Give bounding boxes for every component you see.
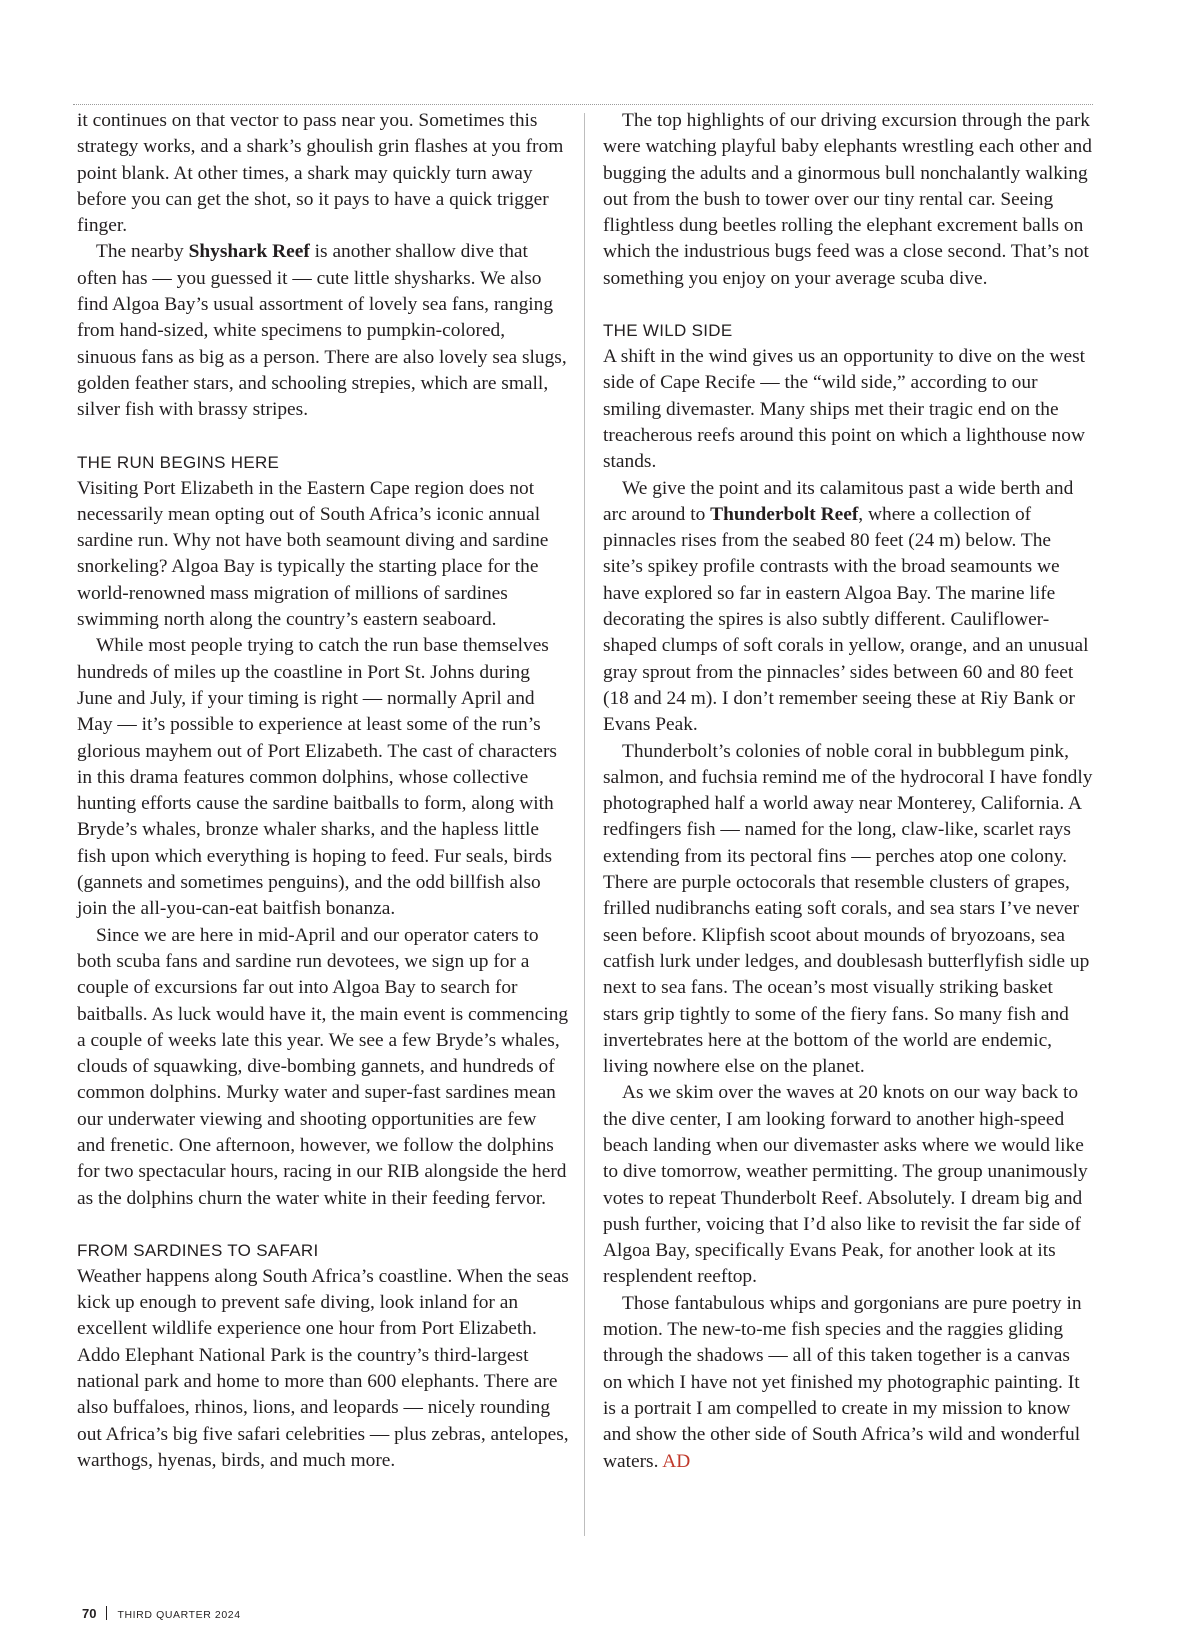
end-mark: AD xyxy=(662,1450,691,1472)
body-paragraph: Those fantabulous whips and gorgonians are pure poetry in motion. The new-to-me fish species and the raggies gliding through the shadows — all of this taken together is a canvas on which I have not yet finished my photographic painting. It is a portrait I am compelled to create in my mission to know and show the other side of South Africa’s wild and wonderful waters. AD xyxy=(603,1292,1082,1472)
body-paragraph: While most people trying to catch the run base themselves hundreds of miles up the coastline in Port St. Johns during June and July, if your timing is right — normally April and May — it’s possible to experience at least some of the run’s glorious mayhem out of Port Elizabeth. The cast of characters in this drama features common dolphins, whose collective hunting efforts cause the sardine baitballs to form, along with Bryde’s whales, bronze whaler sharks, and the hapless little fish upon which everything is hoping to feed. Fur seals, birds (gannets and sometimes penguins), and the odd billfish also join the all-you-can-eat baitfish bonanza. xyxy=(77,635,557,920)
right-column xyxy=(603,108,1093,1475)
body-paragraph: Since we are here in mid-April and our operator caters to both scuba fans and sardine run devotees, we sign up for a couple of excursions far out into Algoa Bay to search for baitballs. As luck would have it, the main event is commencing a couple of weeks late this year. We see a few Bryde’s whales, clouds of squawking, dive-bombing gannets, and hundreds of common dolphins. Murky water and super-fast sardines mean our underwater viewing and shooting opportunities are few and frenetic. One afternoon, however, we follow the dolphins for two spectacular hours, racing in our RIB alongside the herd as the dolphins churn the water white in their feeding fervor. xyxy=(77,924,569,1209)
dive-site-name: Shyshark Reef xyxy=(188,241,310,263)
left-column xyxy=(77,108,569,1474)
body-paragraph: We give the point and its calamitous past a wide berth and arc around to Thunderbolt Reef, where a collection of pinnacles rises from the seabed 80 feet (24 m) below. The site’s spikey profile contrasts with the broad seamounts we have explored so far in eastern Algoa Bay. The marine life decorating the spires is also subtly different. Cauliflower-shaped clumps of soft corals in yellow, orange, and an unusual gray sprout from the pinnacles’ sides between 60 and 80 feet (18 and 24 m). I don’t remember seeing these at Riy Bank or Evans Peak. xyxy=(603,477,1089,736)
body-paragraph: Visiting Port Elizabeth in the Eastern Cape region does not necessarily mean opting out of South Africa’s iconic annual sardine run. Why not have both seamount diving and sardine snorkeling? Algoa Bay is typically the starting place for the world-renowned mass migration of millions of sardines swimming north along the country’s eastern seaboard. xyxy=(77,477,549,631)
body-paragraph: As we skim over the waves at 20 knots on our way back to the dive center, I am looking forward to another high-speed beach landing when our divemaster asks where we would like to dive tomorrow, weather permitting. The group unanimously votes to repeat Thunderbolt Reef. Absolutely. I dream big and push further, voicing that I’d also like to revisit the far side of Algoa Bay, specifically Evans Peak, for another look at its resplendent reeftop. xyxy=(603,1082,1088,1288)
issue-label: THIRD QUARTER 2024 xyxy=(117,1609,241,1621)
column-divider xyxy=(584,113,585,1536)
section-heading: FROM SARDINES TO SAFARI xyxy=(77,1240,319,1260)
body-paragraph: The top highlights of our driving excursion through the park were watching playful baby elephants wrestling each other and bugging the adults and a ginormous bull nonchalantly walking out from the bush to tower over our tiny rental car. Seeing flightless dung beetles rolling the elephant excrement balls on which the industrious bugs feed was a close second. That’s not something you enjoy on your average scuba dive. xyxy=(603,110,1092,289)
body-paragraph: A shift in the wind gives us an opportunity to dive on the west side of Cape Recife — the “wild side,” according to our smiling divemaster. Many ships met their tragic end on the treacherous reefs around this point on which a lighthouse now stands. xyxy=(603,346,1086,473)
body-paragraph: it continues on that vector to pass near you. Sometimes this strategy works, and a shark’s ghoulish grin flashes at you from point blank. At other times, a shark may quickly turn away before you can get the shot, so it pays to have a quick trigger finger. xyxy=(77,110,564,237)
footer-separator xyxy=(106,1606,107,1620)
top-dotted-rule xyxy=(73,104,1093,105)
page-footer xyxy=(82,1606,241,1622)
section-heading: THE RUN BEGINS HERE xyxy=(77,452,280,472)
body-paragraph: The nearby Shyshark Reef is another shallow dive that often has — you guessed it — cute little shysharks. We also find Algoa Bay’s usual assortment of lovely sea fans, ranging from hand-sized, white specimens to pumpkin-colored, sinuous fans as big as a person. There are also lovely sea slugs, golden feather stars, and schooling strepies, which are small, silver fish with brassy stripes. xyxy=(77,241,567,421)
body-paragraph: Weather happens along South Africa’s coastline. When the seas kick up enough to prevent safe diving, look inland for an excellent wildlife experience one hour from Port Elizabeth. Addo Elephant National Park is the country’s third-largest national park and home to more than 600 elephants. There are also buffaloes, rhinos, lions, and leopards — nicely rounding out Africa’s big five safari celebrities — plus zebras, antelopes, warthogs, hyenas, birds, and much more. xyxy=(77,1265,569,1471)
body-paragraph: Thunderbolt’s colonies of noble coral in bubblegum pink, salmon, and fuchsia remind me of the hydrocoral I have fondly photographed half a world away near Monterey, California. A redfingers fish — named for the long, claw-like, scarlet rays extending from its pectoral fins — perches atop one colony. There are purple octocorals that resemble clusters of grapes, frilled nudibranchs eating soft corals, and sea stars I’ve never seen before. Klipfish scoot about mounds of bryozoans, sea catfish lurk under ledges, and doublesash butterflyfish sidle up next to sea fans. The ocean’s most visually striking basket stars grip tightly to some of the fiery fans. So many fish and invertebrates here at the bottom of the world are endemic, living nowhere else on the planet. xyxy=(603,740,1093,1078)
page-number: 70 xyxy=(82,1606,97,1621)
section-heading: THE WILD SIDE xyxy=(603,321,733,341)
dive-site-name: Thunderbolt Reef xyxy=(710,503,859,525)
